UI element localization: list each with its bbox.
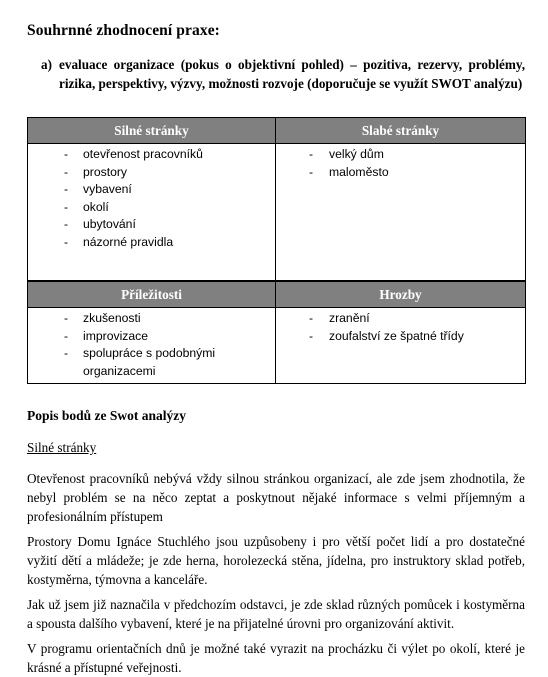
paragraph: V programu orientačních dnů je možné také vyrazit na procházku či výlet po okolí, které je krásné a přístupné veřejnosti.	[27, 641, 525, 675]
list-item: - vybavení	[64, 182, 132, 196]
swot-table-strengths-weaknesses	[27, 117, 526, 281]
paragraph: Otevřenost pracovníků nebývá vždy silnou stránkou organizací, ale zde jsem zhodnotila, že nebyl problém se na něco zeptat a poskytnout nějaké informace s velmi příjemným a profesionálním přístupem	[27, 471, 525, 524]
list-item: - otevřenost pracovníků	[64, 147, 203, 161]
list-item: - názorné pravidla	[64, 234, 174, 249]
list-item: - improvizace	[64, 328, 149, 343]
list-item: - spolupráce s podobnými organizacemi	[64, 346, 216, 378]
opportunities-cell	[28, 308, 276, 384]
list-item: - prostory	[64, 164, 128, 179]
list-item: - ubytování	[64, 217, 136, 231]
section-a-text: evaluace organizace (pokus o objektivní pohled) – pozitiva, rezervy, problémy, rizika, perspektivy, výzvy, možnosti rozvoje (doporučuje se využít SWOT analýzu)	[59, 57, 525, 91]
list-item: - zoufalství ze špatné třídy	[309, 328, 464, 343]
list-item: - velký dům	[309, 147, 384, 161]
list-item: - maloměsto	[309, 164, 389, 179]
swot-description-heading: Popis bodů ze Swot analýzy	[27, 408, 187, 423]
weaknesses-cell	[276, 144, 526, 281]
paragraph: Prostory Domu Ignáce Stuchlého jsou uzpůsobeny i pro větší počet lidí a pro dostatečné vyžití dětí a mládeže; je zde herna, horolezecká stěna, jídelna, pro instruktory sklad potřeb, kostyměrna, týmovna a kanceláře.	[27, 534, 525, 587]
header-opportunities: Příležitosti	[28, 282, 276, 308]
list-item: - okolí	[64, 199, 109, 214]
list-marker: a)	[41, 57, 52, 72]
header-weaknesses: Slabé stránky	[276, 118, 526, 144]
list-item: - zkušenosti	[64, 311, 141, 325]
paragraph: Jak už jsem již naznačila v předchozím odstavci, je zde sklad různých pomůcek i kostyměrna a spousta dalšího vybavení, které je na přijatelné úrovni pro organizování aktivit.	[27, 597, 525, 631]
page-heading: Souhrnné zhodnocení praxe:	[27, 22, 220, 39]
section-a-heading	[41, 55, 525, 93]
strengths-cell	[28, 144, 276, 281]
header-strengths: Silné stránky	[28, 118, 276, 144]
list-item: - zranění	[309, 311, 370, 325]
swot-table-opportunities-threats	[27, 281, 526, 384]
strengths-subheading: Silné stránky	[27, 440, 97, 455]
threats-cell	[276, 308, 526, 384]
header-threats: Hrozby	[276, 282, 526, 308]
